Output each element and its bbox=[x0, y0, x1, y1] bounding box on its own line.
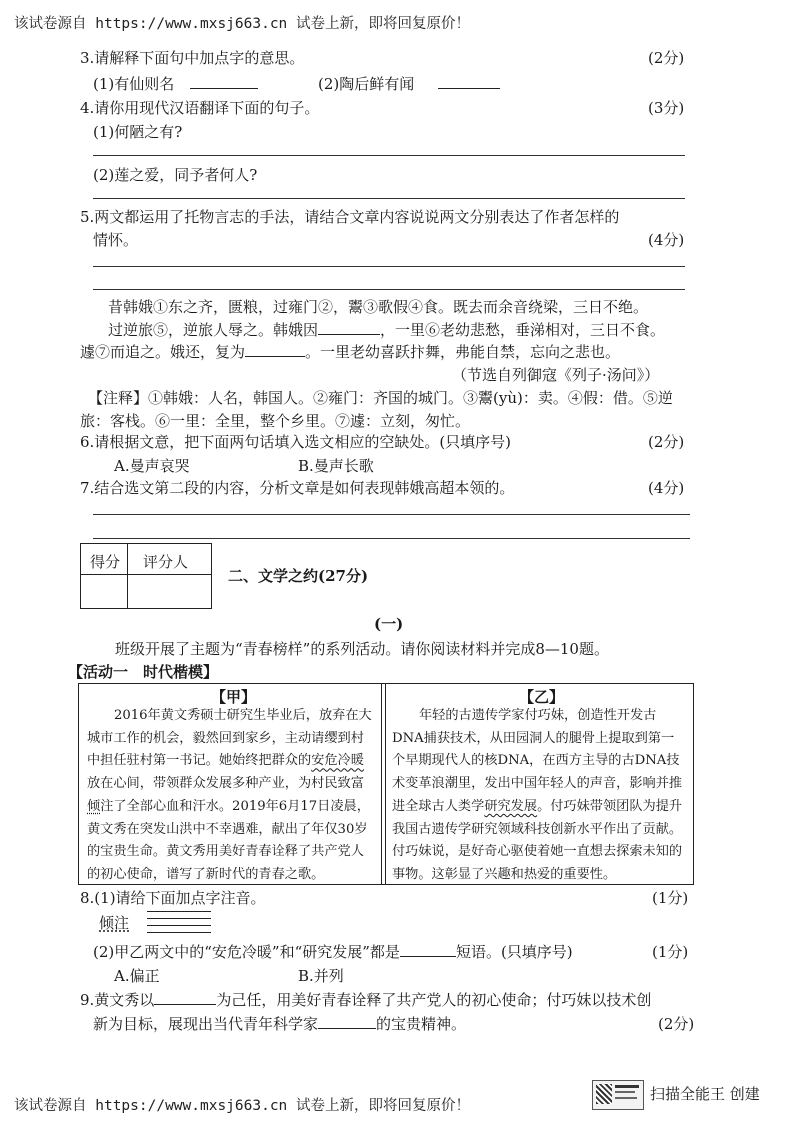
passage-line3b: 。一里老幼喜跃抃舞，弗能自禁，忘向之悲也。 bbox=[305, 343, 621, 361]
q3-item2 bbox=[318, 73, 500, 94]
scanner-credit: 扫描全能王 创建 bbox=[650, 1085, 760, 1103]
passage-line2b: ，一里⑥老幼悲愁，垂涕相对，三日不食。 bbox=[380, 321, 666, 339]
q6-option-a: A.曼声哀哭 bbox=[114, 457, 190, 475]
passage-notes-line2: 旅：客栈。⑥一里：全里，整个乡里。⑦遽：立刻，匆忙。 bbox=[80, 412, 471, 430]
q9-line2 bbox=[93, 1013, 466, 1034]
q4-points: (3分) bbox=[648, 99, 685, 117]
q8-points-2: (1分) bbox=[652, 943, 689, 961]
material-b-text: 年轻的古遗传学家付巧妹，创造性开发古DNA捕获技术，从田园洞人的腿骨上提取到第一个早期现代人的核DNA，在西方主导的古DNA技术变革浪潮里，发出中国年轻人的声音，影响并推进全球古人类学研究发展。付巧妹带领团队为提升我国古遗传学研究领域科技创新水平作出了贡献。付巧妹说，是好奇心驱使着她一直想去探索未知的事物。这彰显了兴趣和热爱的重要性。 bbox=[392, 708, 683, 882]
grader-cell[interactable] bbox=[131, 577, 207, 605]
passage-line3a: 遽⑦而追之。娥还，复为 bbox=[80, 343, 246, 361]
passage-line2a: 过逆旅⑤，逆旅人辱之。韩娥因 bbox=[108, 321, 319, 339]
q9-line1b: 为己任，用美好青春诠释了共产党人的初心使命；付巧妹以技术创 bbox=[216, 991, 652, 1009]
score-cell[interactable] bbox=[83, 577, 125, 605]
q3-item1 bbox=[93, 73, 258, 94]
passage-source: （节选自列御寇《列子·汤问》） bbox=[452, 366, 660, 384]
q7-points: (4分) bbox=[648, 479, 685, 497]
q9-line1a: 9.黄文秀以 bbox=[80, 991, 155, 1009]
q6-stem: 6.请根据文意，把下面两句话填入选文相应的空缺处。(只填序号) bbox=[80, 433, 512, 451]
q3-item1-text: (1)有仙则名 bbox=[93, 75, 175, 93]
q9-line2b: 的宝贵精神。 bbox=[376, 1015, 467, 1033]
q8-word-text: 倾注 bbox=[99, 914, 130, 932]
scanner-logo-icon bbox=[592, 1080, 644, 1110]
q7-stem: 7.结合选文第二段的内容，分析文章是如何表现韩娥高超本领的。 bbox=[80, 479, 515, 497]
passage-notes-line1: 【注释】①韩娥：人名，韩国人。②雍门：齐国的城门。③鬻(yù)：卖。④假：借。⑤逆 bbox=[88, 389, 673, 407]
q8-points-1: (1分) bbox=[652, 889, 689, 907]
passage-blank-2[interactable] bbox=[245, 356, 305, 357]
q5-line1: 5.两文都运用了托物言志的手法，请结合文章内容说说两文分别表达了作者怎样的 bbox=[80, 208, 620, 226]
material-a-label: 【甲】 bbox=[211, 688, 257, 706]
q8-stem-1: 8.(1)请给下面加点字注音。 bbox=[80, 889, 266, 907]
material-a-text: 2016年黄文秀硕士研究生毕业后，放弃在大城市工作的机会，毅然回到家乡，主动请缨到村中担任驻村第一书记。她始终把群众的安危冷暖放在心间，带领群众发展多种产业，为村民致富倾注了全部心血和汗水。2019年6月17日凌晨，黄文秀在突发山洪中不幸遇难，献出了年仅30岁的宝贵生命。黄文秀用美好青春诠释了共产党人的初心使命，谱写了新时代的青春之歌。 bbox=[87, 708, 372, 882]
q8-word bbox=[99, 912, 129, 933]
q4-stem: 4.请你用现代汉语翻译下面的句子。 bbox=[80, 99, 320, 117]
q9-line1 bbox=[80, 989, 651, 1010]
q5-points: (4分) bbox=[648, 231, 685, 249]
q7-answer-line-1[interactable] bbox=[93, 514, 690, 515]
q3-answer-blank-2[interactable] bbox=[438, 88, 500, 89]
q3-points: (2分) bbox=[648, 49, 685, 67]
q8-stem-2b: 短语。(只填序号) bbox=[455, 943, 573, 961]
score-label: 得分 bbox=[90, 553, 121, 571]
section-title: 二、文学之约(27分) bbox=[228, 567, 369, 585]
q9-points: (2分) bbox=[658, 1015, 695, 1033]
q4-item1: (1)何陋之有? bbox=[93, 123, 183, 141]
q8-option-a: A.偏正 bbox=[114, 967, 160, 985]
q5-line2: 情怀。 bbox=[93, 231, 139, 249]
activity-one-title: 【活动一 时代楷模】 bbox=[68, 663, 219, 681]
passage-blank-1[interactable] bbox=[318, 334, 380, 335]
source-banner: 该试卷源自 https://www.mxsj663.cn 试卷上新，即将回复原价！ bbox=[14, 16, 471, 32]
q8-stem-2a: (2)甲乙两文中的“安危冷暖”和“研究发展”都是 bbox=[93, 943, 400, 961]
passage-line2 bbox=[108, 319, 665, 340]
q8-answer-blank[interactable] bbox=[400, 956, 456, 957]
q4-answer-line-2[interactable] bbox=[93, 198, 685, 199]
pinyin-writing-grid[interactable] bbox=[147, 910, 211, 934]
q6-points: (2分) bbox=[648, 433, 685, 451]
q9-line2a: 新为目标，展现出当代青年科学家 bbox=[93, 1015, 319, 1033]
q9-answer-blank-1[interactable] bbox=[154, 1004, 216, 1005]
q8-option-b: B.并列 bbox=[298, 967, 344, 985]
passage-line3 bbox=[80, 341, 620, 362]
section-intro: 班级开展了主题为“青春榜样”的系列活动。请你阅读材料并完成8—10题。 bbox=[115, 640, 609, 658]
footer-source-banner: 该试卷源自 https://www.mxsj663.cn 试卷上新，即将回复原价！ bbox=[14, 1098, 471, 1114]
score-table bbox=[80, 543, 212, 609]
q5-answer-line-2[interactable] bbox=[93, 289, 685, 290]
q9-answer-blank-2[interactable] bbox=[318, 1028, 376, 1029]
q6-option-b: B.曼声长歌 bbox=[298, 457, 374, 475]
grader-label: 评分人 bbox=[143, 553, 189, 571]
q7-answer-line-2[interactable] bbox=[93, 538, 690, 539]
q8-stem-2 bbox=[93, 941, 573, 962]
q3-item2-text: (2)陶后鲜有闻 bbox=[318, 75, 415, 93]
q3-answer-blank-1[interactable] bbox=[190, 88, 258, 89]
q5-answer-line-1[interactable] bbox=[93, 266, 685, 267]
q3-stem: 3.请解释下面句中加点字的意思。 bbox=[80, 49, 305, 67]
q4-answer-line-1[interactable] bbox=[93, 155, 685, 156]
subsection-title: (一) bbox=[374, 615, 404, 633]
passage-line1: 昔韩娥①东之齐，匮粮，过雍门②，鬻③歌假④食。既去而余音绕梁，三日不绝。 bbox=[108, 298, 649, 316]
q4-item2: (2)莲之爱，同予者何人? bbox=[93, 166, 258, 184]
material-b-label: 【乙】 bbox=[519, 688, 565, 706]
